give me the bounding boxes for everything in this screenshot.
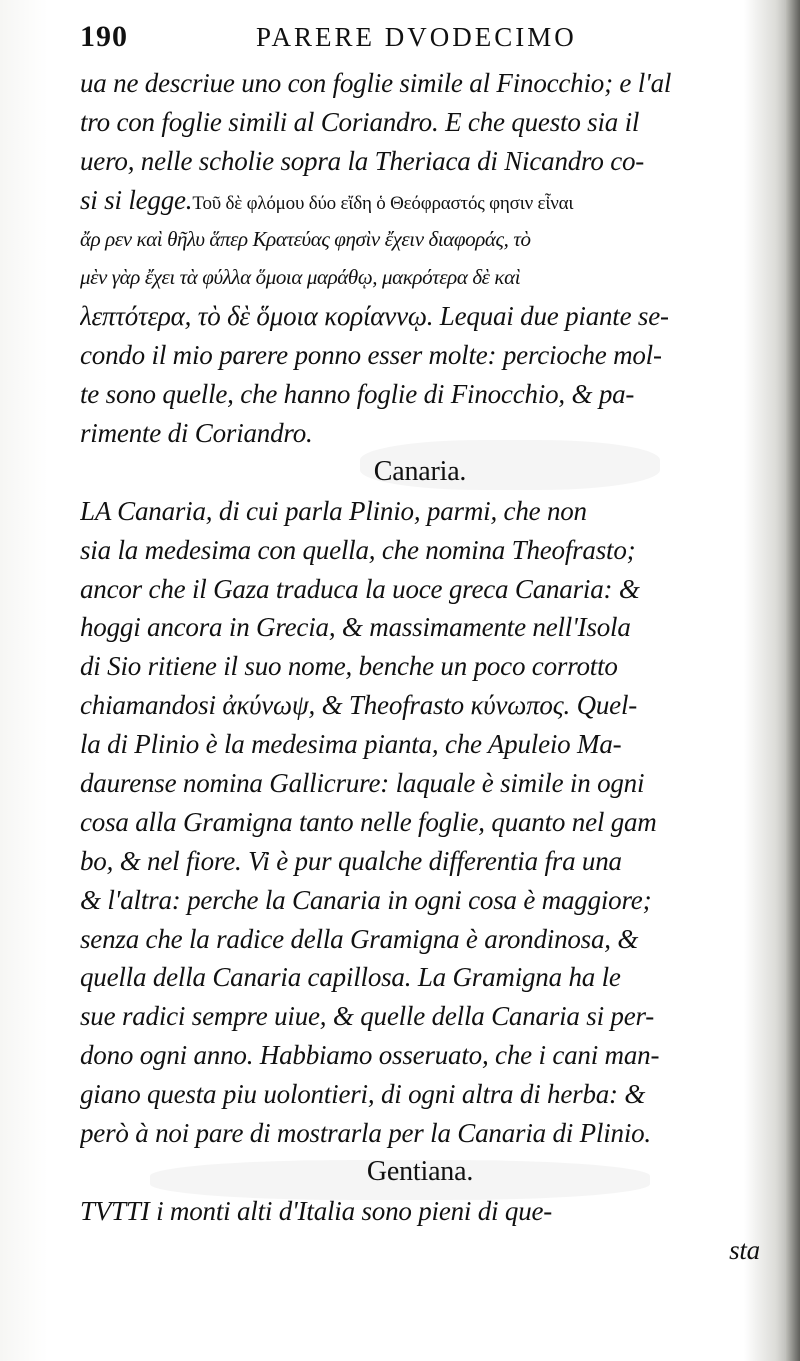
page-header: [80, 20, 760, 60]
text-line: di Sio ritiene il suo nome, benche un poco corrotto: [80, 651, 618, 682]
text-line: sue radici sempre uiue, & quelle della Canaria si per-: [80, 1001, 655, 1032]
text-line: [80, 181, 760, 220]
text-line: TVTTI i monti alti d'Italia sono pieni di que-: [80, 1195, 553, 1226]
text-line: giano questa piu uolontieri, di ogni altra di herba: &: [80, 1079, 646, 1110]
text-line: & l'altra: perche la Canaria in ogni cosa è maggiore;: [80, 884, 652, 915]
greek-line: ἄρ ρεν καὶ θῆλυ ἅπερ Κρατεύας φησὶν ἔχειν διαφοράς, τὸ: [80, 226, 531, 251]
text-line: cosa alla Gramigna tanto nelle foglie, quanto nel gam: [80, 806, 657, 837]
text-line: chiamandosi ἀκύνωψ, & Theofrasto κύνωπος. Quel-: [80, 690, 638, 721]
greek-line: μὲν γὰρ ἔχει τὰ φύλλα ὅμοια μαράθῳ, μακρότερα δὲ καὶ: [80, 265, 521, 290]
running-head: PARERE DVODECIMO: [256, 22, 577, 52]
text-line: te sono quelle, che hanno foglie di Finocchio, & pa-: [80, 379, 635, 410]
text-line: hoggi ancora in Grecia, & massimamente nell'Isola: [80, 612, 631, 643]
text-segment: si si legge.: [80, 184, 193, 215]
text-line: rimente di Coriandro.: [80, 418, 313, 449]
text-line: sia la medesima con quella, che nomina Theofrasto;: [80, 534, 636, 565]
text-line: però à noi pare di mostrarla per la Canaria di Plinio.: [80, 1118, 651, 1149]
text-line: λεπτότερα, τὸ δὲ ὅμοια κορίαννῳ. Lequai due piante se-: [80, 301, 669, 332]
text-line: la di Plinio è la medesima pianta, che Apuleio Ma-: [80, 729, 622, 760]
text-line: senza che la radice della Gramigna è arondinosa, &: [80, 923, 639, 954]
page-number: 190: [80, 20, 128, 53]
text-line: tro con foglie simili al Coriandro. E che questo sia il: [80, 106, 640, 137]
body-text: [80, 64, 760, 1270]
text-line: LA Canaria, di cui parla Plinio, parmi, che non: [80, 495, 587, 526]
text-line: quella della Canaria capillosa. La Gramigna ha le: [80, 962, 621, 993]
text-line: ua ne descriue uno con foglie simile al Finocchio; e l'al: [80, 68, 672, 98]
text-line: daurense nomina Gallicrure: laquale è simile in ogni: [80, 768, 645, 799]
greek-quotation: Τοῦ δὲ φλόμου δύο εἴδη ὁ Θεόφραστός φησιν εἶναι: [192, 192, 574, 214]
section-heading: Gentiana.: [366, 1155, 474, 1187]
text-line: condo il mio parere ponno esser molte: percioche mol-: [80, 340, 662, 371]
text-line: ancor che il Gaza traduca la uoce greca Canaria: &: [80, 573, 640, 604]
text-line: dono ogni anno. Habbiamo osseruato, che i cani man-: [80, 1040, 660, 1071]
text-line: bo, & nel fiore. Vi è pur qualche differentia fra una: [80, 845, 622, 876]
section-heading: Canaria.: [373, 455, 467, 487]
text-line: uero, nelle scholie sopra la Theriaca di Nicandro co-: [80, 145, 645, 176]
page-edge: [786, 0, 800, 1361]
catchword: sta: [729, 1234, 760, 1265]
